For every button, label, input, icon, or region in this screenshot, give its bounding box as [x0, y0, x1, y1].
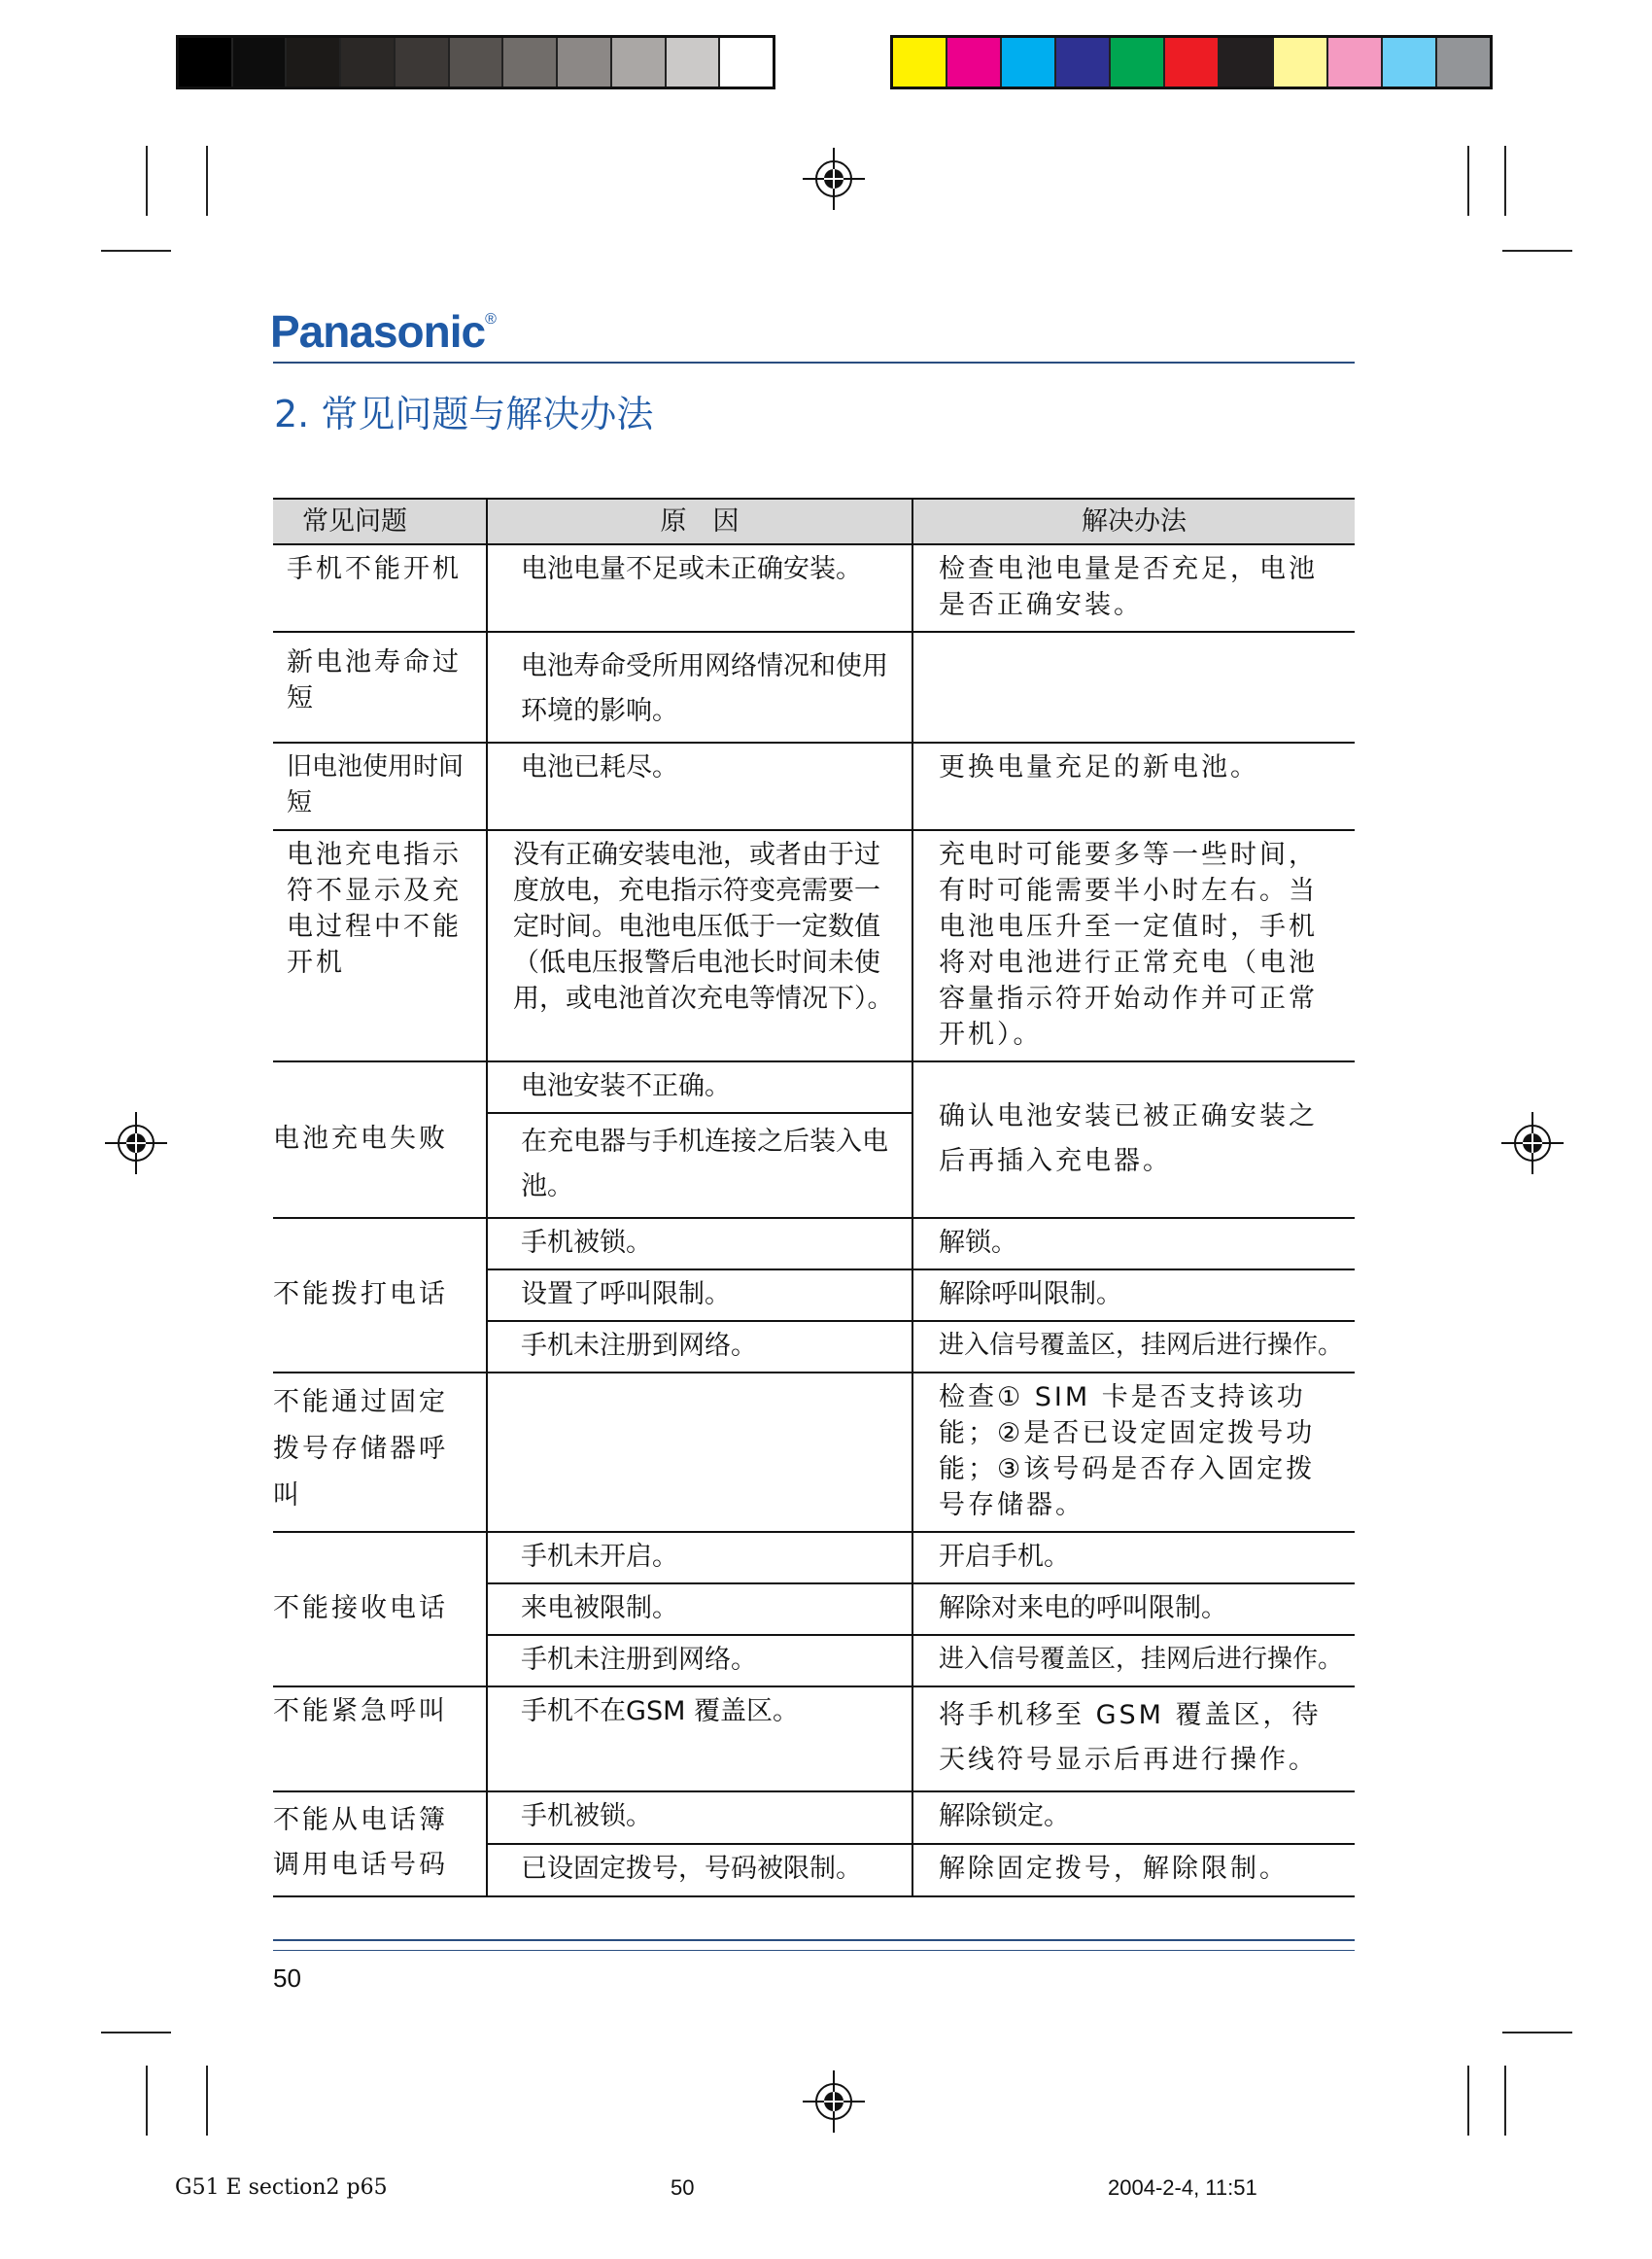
panasonic-logo: Panasonic®	[270, 306, 496, 357]
crop-mark	[1502, 250, 1572, 252]
footer-page-number: 50	[671, 2175, 695, 2200]
solution-cell: 充电时可能要多等一些时间，有时可能需要半小时左右。当电池电压升至一定值时，手机将对电池进行正常充电（电池容量指示符开始动作并可正常开机）。	[912, 830, 1355, 1061]
problem-cell: 不能紧急呼叫	[273, 1686, 487, 1791]
table-row	[273, 1791, 1355, 1844]
crop-mark	[1467, 146, 1469, 216]
cause-cell: 手机未注册到网络。	[487, 1635, 912, 1686]
table-row	[273, 632, 1355, 743]
solution-cell: 更换电量充足的新电池。	[912, 743, 1355, 830]
solution-cell: 解除锁定。	[912, 1791, 1355, 1844]
solution-cell: 确认电池安装已被正确安装之后再插入充电器。	[912, 1061, 1355, 1218]
color-swatch	[1220, 38, 1274, 87]
gray-swatch	[341, 38, 396, 87]
problem-cell: 不能从电话簿调用电话号码	[273, 1791, 487, 1896]
grayscale-calibration-bar	[176, 35, 775, 89]
table-header-row	[273, 499, 1355, 544]
crop-mark	[206, 146, 208, 216]
solution-cell: 将手机移至 GSM 覆盖区，待天线符号显示后再进行操作。	[912, 1686, 1355, 1791]
gray-swatch	[287, 38, 341, 87]
cause-cell: 电池寿命受所用网络情况和使用环境的影响。	[487, 632, 912, 743]
cause-cell: 手机未注册到网络。	[487, 1321, 912, 1373]
crop-mark	[1504, 146, 1506, 216]
gray-swatch	[612, 38, 667, 87]
page-number: 50	[273, 1964, 301, 1993]
problem-cell: 新电池寿命过短	[273, 632, 487, 743]
color-calibration-bar	[890, 35, 1493, 89]
cause-cell: 手机被锁。	[487, 1218, 912, 1269]
color-swatch	[1056, 38, 1111, 87]
color-swatch	[1002, 38, 1056, 87]
problem-cell: 不能拨打电话	[273, 1218, 487, 1373]
solution-cell: 检查① SIM 卡是否支持该功能；②是否已设定固定拨号功能；③该号码是否存入固定拨号存储器。	[912, 1373, 1355, 1532]
cause-cell: 设置了呼叫限制。	[487, 1269, 912, 1321]
solution-cell: 解锁。	[912, 1218, 1355, 1269]
gray-swatch	[179, 38, 233, 87]
color-swatch	[1165, 38, 1220, 87]
problem-cell: 不能接收电话	[273, 1532, 487, 1686]
solution-cell	[912, 632, 1355, 743]
crop-mark	[101, 250, 171, 252]
table-row	[273, 830, 1355, 1061]
color-swatch	[1383, 38, 1437, 87]
footer-date: 2004-2-4, 11:51	[1108, 2175, 1257, 2200]
cause-cell: 在充电器与手机连接之后装入电池。	[487, 1113, 912, 1218]
gray-swatch	[233, 38, 288, 87]
cause-cell: 没有正确安装电池，或者由于过度放电，充电指示符变亮需要一定时间。电池电压低于一定数值（低电压报警后电池长时间未使用，或电池首次充电等情况下）。	[487, 830, 912, 1061]
crop-mark	[1467, 2066, 1469, 2136]
crop-mark	[1504, 2066, 1506, 2136]
crop-mark	[146, 146, 148, 216]
color-swatch	[893, 38, 947, 87]
color-swatch	[1328, 38, 1383, 87]
color-swatch	[1111, 38, 1165, 87]
cause-cell: 手机不在GSM 覆盖区。	[487, 1686, 912, 1791]
registration-mark-icon	[803, 2070, 865, 2133]
solution-cell: 解除固定拨号，解除限制。	[912, 1844, 1355, 1896]
problem-cell: 手机不能开机	[273, 544, 487, 632]
cause-cell: 电池已耗尽。	[487, 743, 912, 830]
gray-swatch	[720, 38, 773, 87]
table-row	[273, 1686, 1355, 1791]
crop-mark	[146, 2066, 148, 2136]
header-rule	[273, 362, 1355, 364]
footer-file-name: G51 E section2 p65	[175, 2175, 388, 2200]
cause-cell: 电池电量不足或未正确安装。	[487, 544, 912, 632]
solution-cell: 进入信号覆盖区，挂网后进行操作。	[912, 1321, 1355, 1373]
footer-rule	[273, 1939, 1355, 1941]
gray-swatch	[396, 38, 450, 87]
gray-swatch	[558, 38, 612, 87]
solution-cell: 检查电池电量是否充足，电池是否正确安装。	[912, 544, 1355, 632]
table-row	[273, 743, 1355, 830]
crop-mark	[206, 2066, 208, 2136]
crop-mark	[1502, 2032, 1572, 2033]
registration-mark-icon	[803, 148, 865, 210]
table-row	[273, 544, 1355, 632]
problem-cell: 旧电池使用时间短	[273, 743, 487, 830]
problem-cell: 不能通过固定拨号存储器呼叫	[273, 1373, 487, 1532]
solution-cell: 解除对来电的呼叫限制。	[912, 1583, 1355, 1635]
solution-cell: 解除呼叫限制。	[912, 1269, 1355, 1321]
cause-cell: 手机未开启。	[487, 1532, 912, 1583]
faq-table	[273, 498, 1355, 1897]
registration-mark-icon	[105, 1112, 167, 1174]
header-solution: 解决办法	[912, 499, 1355, 544]
cause-cell: 手机被锁。	[487, 1791, 912, 1844]
cause-cell: 来电被限制。	[487, 1583, 912, 1635]
cause-cell: 已设固定拨号，号码被限制。	[487, 1844, 912, 1896]
section-title: 2. 常见问题与解决办法	[274, 393, 654, 435]
cause-cell: 电池安装不正确。	[487, 1061, 912, 1113]
crop-mark	[101, 2032, 171, 2033]
registration-mark-icon	[1501, 1112, 1564, 1174]
gray-swatch	[450, 38, 504, 87]
header-cause: 原 因	[487, 499, 912, 544]
table-row	[273, 1373, 1355, 1532]
cause-cell	[487, 1373, 912, 1532]
solution-cell: 开启手机。	[912, 1532, 1355, 1583]
gray-swatch	[503, 38, 558, 87]
solution-cell: 进入信号覆盖区，挂网后进行操作。	[912, 1635, 1355, 1686]
gray-swatch	[667, 38, 721, 87]
table-row	[273, 1218, 1355, 1269]
color-swatch	[1437, 38, 1490, 87]
problem-cell: 电池充电失败	[273, 1061, 487, 1218]
problem-cell: 电池充电指示符不显示及充电过程中不能开机	[273, 830, 487, 1061]
color-swatch	[947, 38, 1002, 87]
color-swatch	[1274, 38, 1328, 87]
table-row	[273, 1061, 1355, 1113]
table-row	[273, 1532, 1355, 1583]
header-problem: 常见问题	[273, 499, 487, 544]
footer-rule	[273, 1950, 1355, 1951]
